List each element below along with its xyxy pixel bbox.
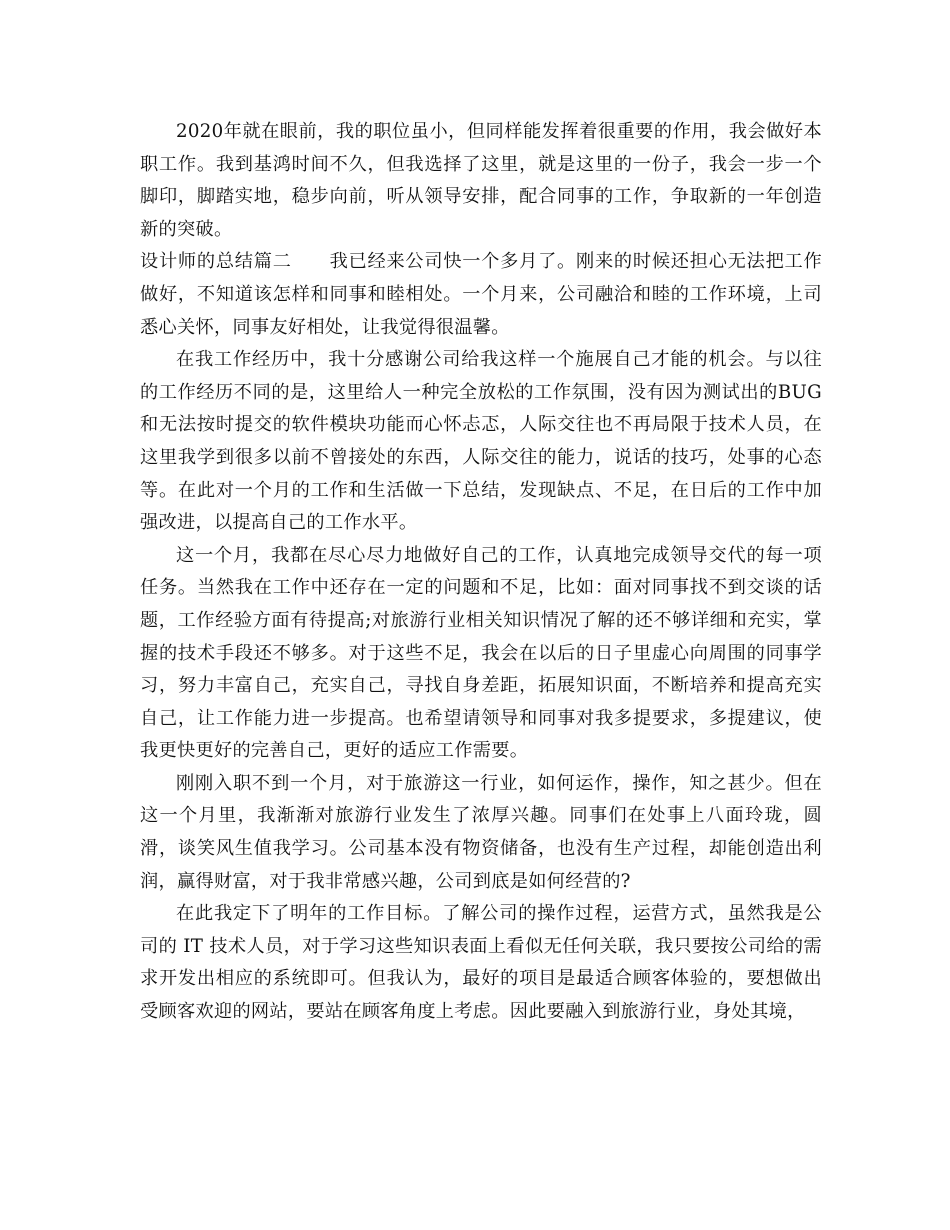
document-page xyxy=(140,116,822,1029)
paragraph-2-section-heading: 设计师的总结篇二 我已经来公司快一个多月了。刚来的时候还担心无法把工作做好，不知道该怎样和同事和睦相处。一个月来，公司融洽和睦的工作环境，上司悉心关怀，同事友好相处，让我觉得很温馨。 xyxy=(140,251,822,338)
paragraph-5: 刚刚入职不到一个月，对于旅游这一行业，如何运作，操作，知之甚少。但在这一个月里，我渐渐对旅游行业发生了浓厚兴趣。同事们在处事上八面玲珑，圆滑，谈笑风生值我学习。公司基本没有物资储备，也没有生产过程，却能创造出利润，赢得财富，对于我非常感兴趣，公司到底是如何经营的? xyxy=(140,772,822,892)
paragraph-6: 在此我定下了明年的工作目标。了解公司的操作过程，运营方式，虽然我是公司的 IT 技术人员，对于学习这些知识表面上看似无任何关联，我只要按公司给的需求开发出相应的系统即可。但我认为，最好的项目是最适合顾客体验的，要想做出受顾客欢迎的网站，要站在顾客角度上考虑。因此要融入到旅游行业，身处其境， xyxy=(140,903,822,1023)
paragraph-3: 在我工作经历中，我十分感谢公司给我这样一个施展自己才能的机会。与以往的工作经历不同的是，这里给人一种完全放松的工作氛围，没有因为测试出的BUG和无法按时提交的软件模块功能而心怀忐忑，人际交往也不再局限于技术人员，在这里我学到很多以前不曾接处的东西，人际交往的能力，说话的技巧，处事的心态等。在此对一个月的工作和生活做一下总结，发现缺点、不足，在日后的工作中加强改进，以提高自己的工作水平。 xyxy=(140,349,822,534)
paragraph-4: 这一个月，我都在尽心尽力地做好自己的工作，认真地完成领导交代的每一项任务。当然我在工作中还存在一定的问题和不足，比如：面对同事找不到交谈的话题，工作经验方面有待提高;对旅游行业相关知识情况了解的还不够详细和充实，掌握的技术手段还不够多。对于这些不足，我会在以后的日子里虚心向周围的同事学习，努力丰富自己，充实自己，寻找自身差距，拓展知识面，不断培养和提高充实自己，让工作能力进一步提高。也希望请领导和同事对我多提要求，多提建议，使我更快更好的完善自己，更好的适应工作需要。 xyxy=(140,544,822,762)
paragraph-1: 2020年就在眼前，我的职位虽小，但同样能发挥着很重要的作用，我会做好本职工作。我到基鸿时间不久，但我选择了这里，就是这里的一份子，我会一步一个脚印，脚踏实地，稳步向前，听从领导安排，配合同事的工作，争取新的一年创造新的突破。 xyxy=(140,121,822,240)
